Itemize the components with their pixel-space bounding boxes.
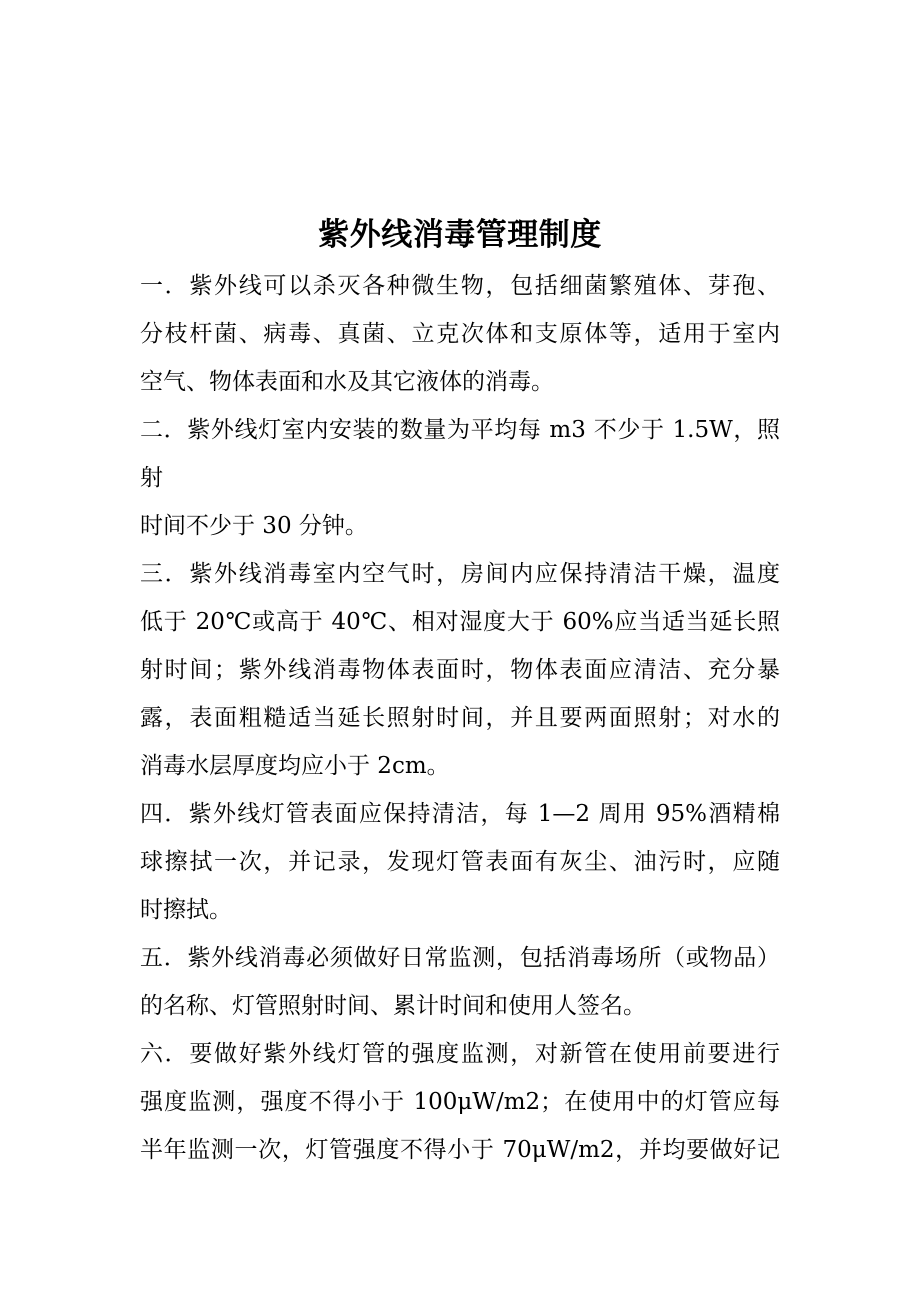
document-page xyxy=(140,208,780,1174)
text-line: 一．紫外线可以杀灭各种微生物，包括细菌繁殖体、芽孢、 xyxy=(140,273,780,299)
text-line: 空气、物体表面和水及其它液体的消毒。 xyxy=(140,369,554,395)
text-line: 低于 20℃或高于 40℃、相对湿度大于 60%应当适当延长照 xyxy=(140,609,780,635)
text-line: 二．紫外线灯室内安装的数量为平均每 m3 不少于 1.5W，照 xyxy=(140,417,780,443)
document-title: 紫外线消毒管理制度 xyxy=(318,217,602,253)
text-line: 消毒水层厚度均应小于 2cm。 xyxy=(140,753,450,779)
paragraph-6 xyxy=(140,934,780,1030)
text-line: 时擦拭。 xyxy=(140,897,232,923)
text-line: 的名称、灯管照射时间、累计时间和使用人签名。 xyxy=(140,993,646,1019)
text-line: 球擦拭一次，并记录，发现灯管表面有灰尘、油污时，应随 xyxy=(140,849,780,875)
paragraph-5 xyxy=(140,790,780,934)
text-line: 射 xyxy=(140,465,163,491)
paragraph-3 xyxy=(140,502,780,550)
text-line: 半年监测一次，灯管强度不得小于 70μW/m2，并均要做好记 xyxy=(140,1137,780,1163)
paragraph-1 xyxy=(140,262,780,406)
paragraph-4 xyxy=(140,550,780,790)
text-line: 射时间；紫外线消毒物体表面时，物体表面应清洁、充分暴 xyxy=(140,657,780,683)
paragraph-2 xyxy=(140,406,780,502)
text-line: 三．紫外线消毒室内空气时，房间内应保持清洁干燥，温度 xyxy=(140,561,780,587)
text-line: 露，表面粗糙适当延长照射时间，并且要两面照射；对水的 xyxy=(140,705,780,731)
paragraph-7 xyxy=(140,1030,780,1174)
text-line: 四．紫外线灯管表面应保持清洁，每 1—2 周用 95%酒精棉 xyxy=(140,801,780,827)
text-line: 强度监测，强度不得小于 100μW/m2；在使用中的灯管应每 xyxy=(140,1089,780,1115)
text-line: 分枝杆菌、病毒、真菌、立克次体和支原体等，适用于室内 xyxy=(140,321,780,347)
text-line: 时间不少于 30 分钟。 xyxy=(140,513,368,539)
text-line: 五．紫外线消毒必须做好日常监测，包括消毒场所（或物品） xyxy=(140,945,780,971)
text-line: 六．要做好紫外线灯管的强度监测，对新管在使用前要进行 xyxy=(140,1041,780,1067)
